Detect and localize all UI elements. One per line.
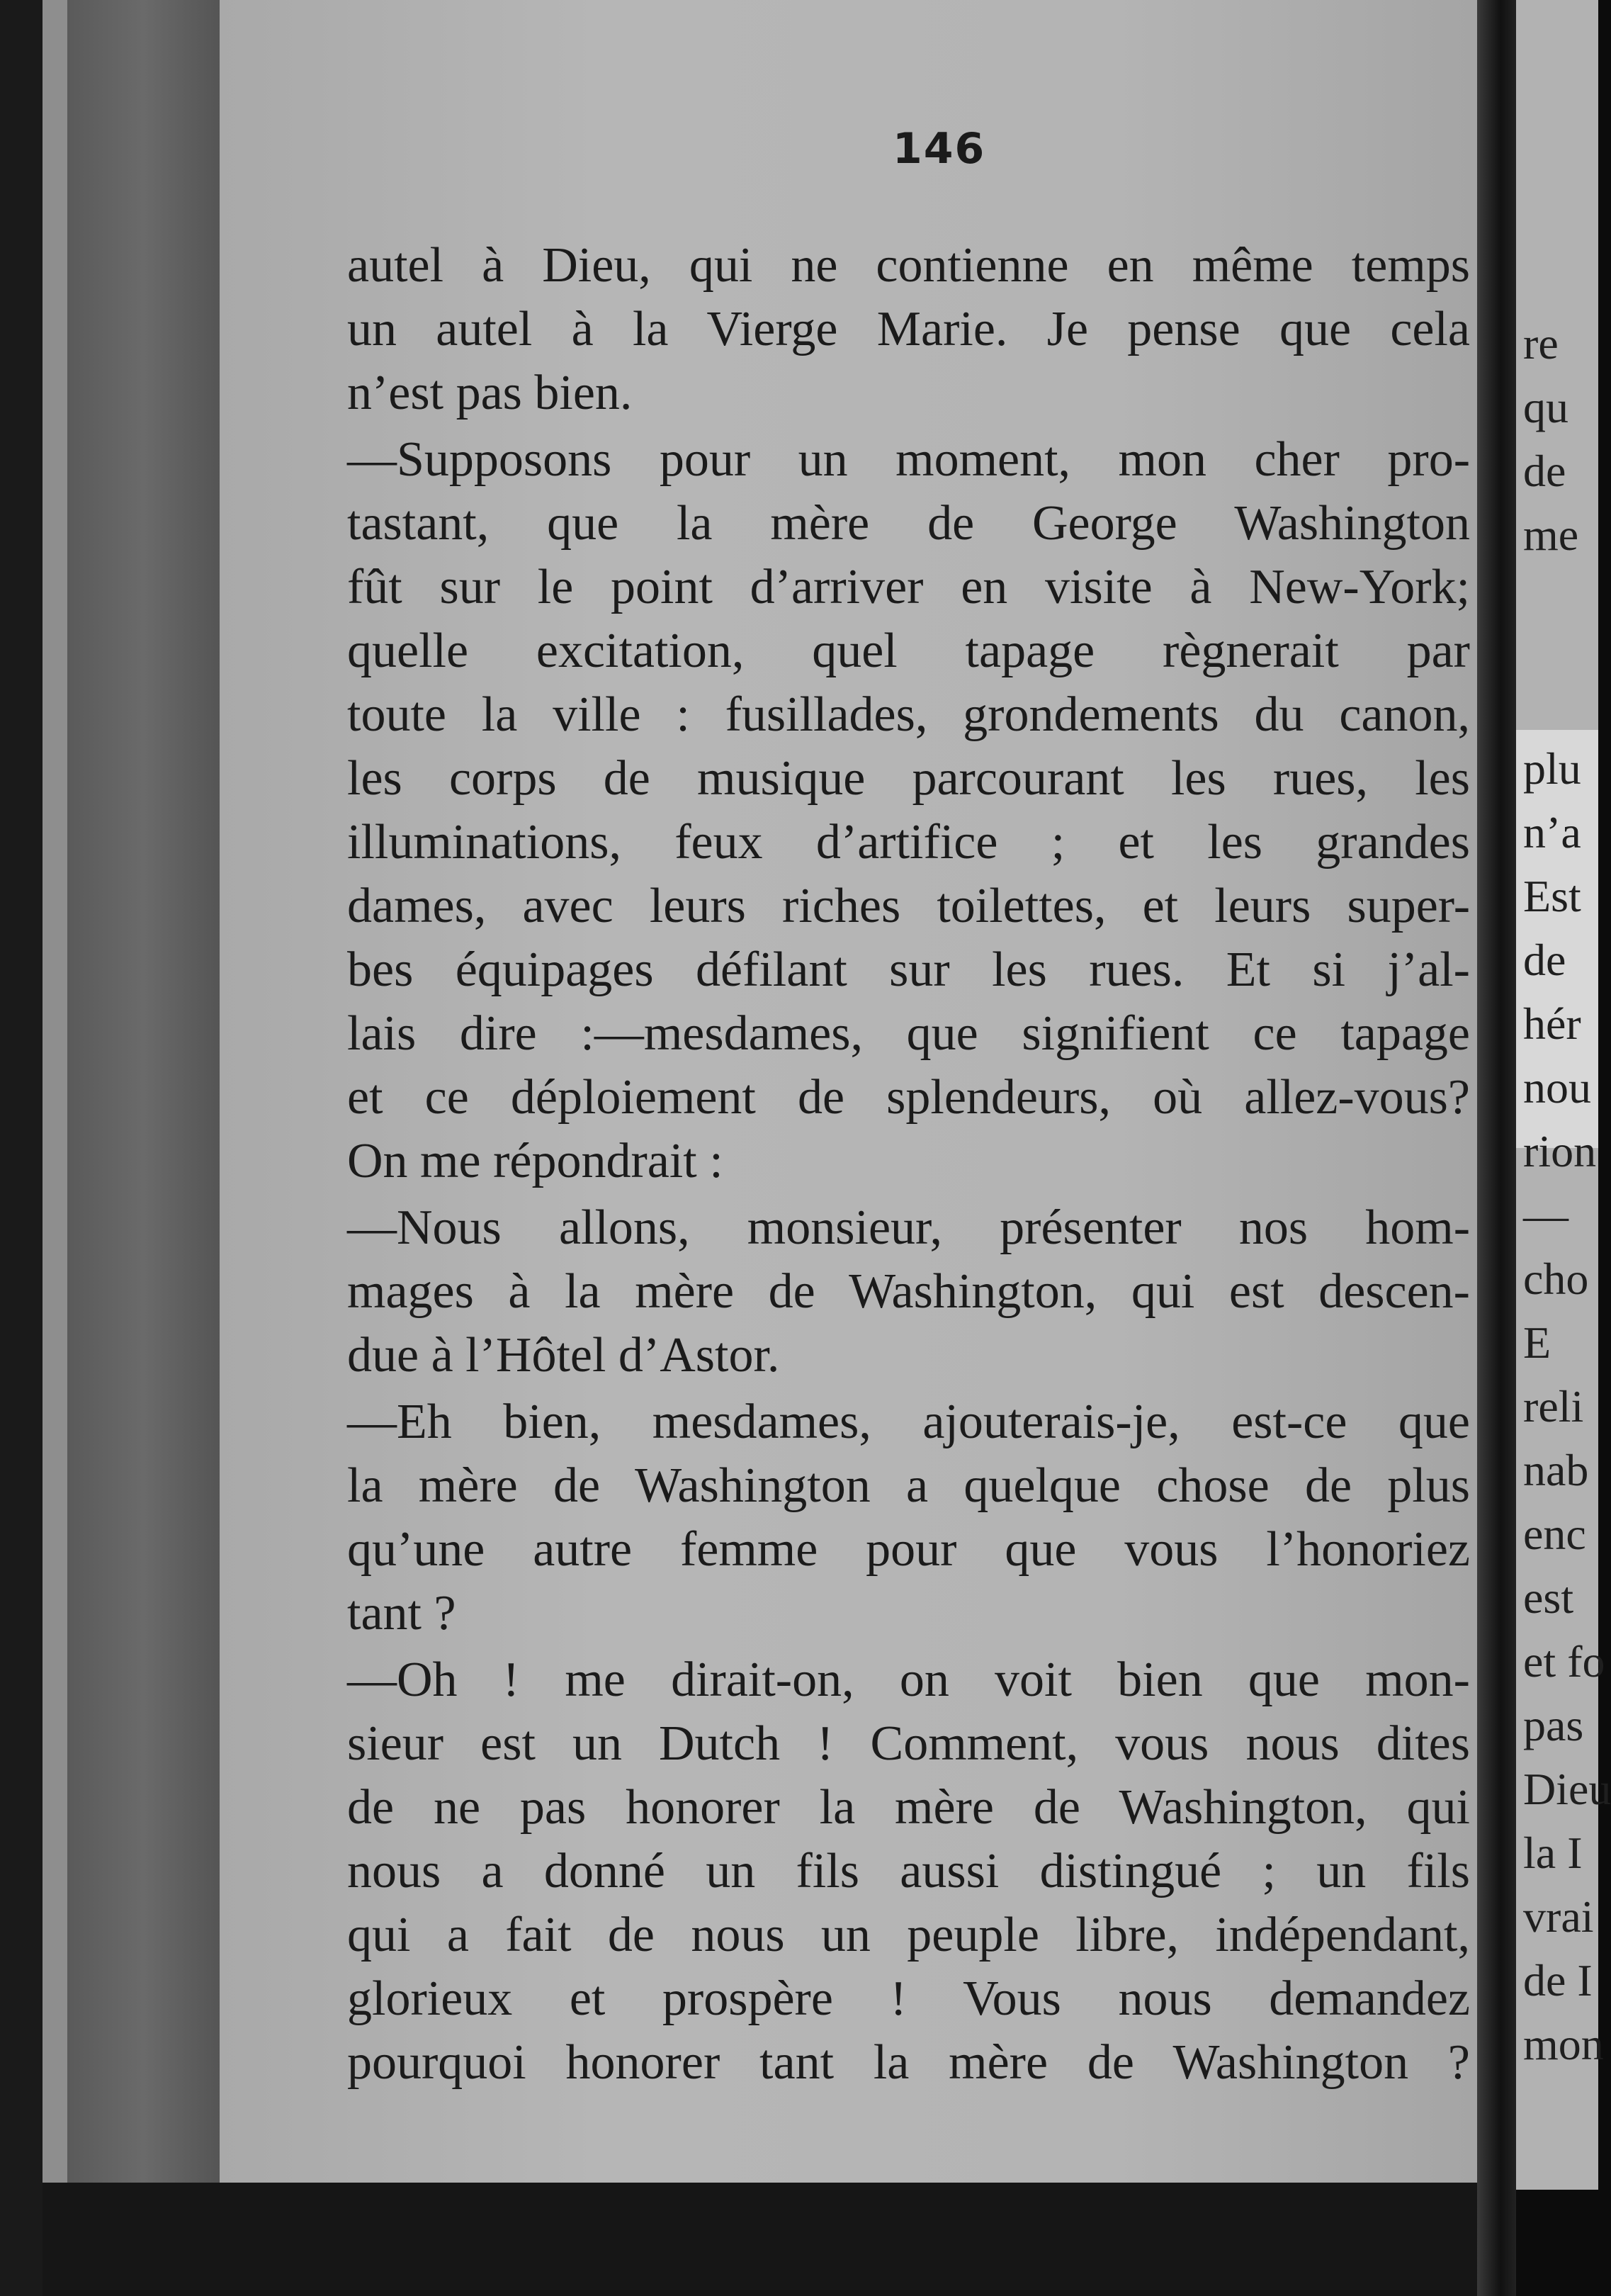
page-edge [43,0,67,2197]
next-page-fragment: est [1523,1572,1574,1623]
next-page-fragment: rion [1523,1126,1597,1176]
binding-shadow [0,0,43,2296]
next-page-fragment: et fo [1523,1636,1605,1687]
text-line: illuminations, feux d’artifice ; et les grandes [347,815,1470,870]
next-page-fragment: la I [1523,1828,1583,1878]
next-page-fragment: vrai [1523,1891,1594,1942]
next-page-fragment: pas [1523,1700,1584,1750]
text-line: —Nous allons, monsieur, présenter nos hom- [347,1200,1470,1255]
text-line: quelle excitation, quel tapage règnerait par [347,624,1470,678]
text-line: due à l’Hôtel d’Astor. [347,1328,780,1383]
text-line: de ne pas honorer la mère de Washington, qui [347,1780,1470,1835]
text-line: les corps de musique parcourant les rues, les [347,751,1470,806]
page-number: 146 [893,124,986,174]
text-line: toute la ville : fusillades, grondements du canon, [347,687,1470,742]
text-line: tastant, que la mère de George Washington [347,496,1470,551]
next-page-fragment: enc [1523,1509,1586,1559]
next-page-fragment: n’a [1523,807,1581,857]
next-page-fragment: de [1523,935,1566,985]
text-line: mages à la mère de Washington, qui est descen- [347,1264,1470,1319]
text-line: sieur est un Dutch ! Comment, vous nous dites [347,1716,1470,1771]
next-page-text [1523,312,1611,2076]
text-line: On me répondrait : [347,1134,723,1188]
text-line: nous a donné un fils aussi distingué ; un fils [347,1844,1470,1898]
text-line: glorieux et prospère ! Vous nous demandez [347,1971,1470,2026]
next-page-fragment: re [1523,318,1559,368]
next-page-fragment: nou [1523,1062,1591,1113]
binding-gutter [67,0,220,2183]
text-line: n’est pas bien. [347,366,633,420]
text-line: qui a fait de nous un peuple libre, indépendant, [347,1908,1470,1962]
text-line: lais dire :—mesdames, que signifient ce tapage [347,1006,1470,1061]
page-fold [1477,0,1516,2296]
next-page-fragment: Dieu [1523,1764,1611,1814]
next-page-fragment: plu [1523,743,1581,794]
next-page-fragment: — [1523,1190,1568,1240]
text-line: qu’une autre femme pour que vous l’honoriez [347,1522,1470,1577]
next-page-gap [1523,631,1601,737]
text-line: autel à Dieu, qui ne contienne en même temps [347,238,1470,293]
next-page-fragment: Est [1523,871,1581,921]
next-page-fragment: cho [1523,1254,1589,1304]
text-line: tant ? [347,1586,456,1641]
text-line: bes équipages défilant sur les rues. Et si j’al- [347,942,1470,997]
text-line: —Oh ! me dirait-on, on voit bien que mon- [347,1653,1470,1707]
next-page-fragment: de [1523,446,1566,496]
text-line: —Supposons pour un moment, mon cher pro- [347,432,1470,487]
text-line: un autel à la Vierge Marie. Je pense que cela [347,302,1470,356]
text-line: pourquoi honorer tant la mère de Washington ? [347,2035,1470,2090]
next-page-fragment: qu [1523,382,1568,432]
next-page-fragment: E [1523,1317,1551,1368]
next-page-fragment: me [1523,510,1579,560]
next-page-fragment: reli [1523,1381,1584,1431]
next-page-fragment: hér [1523,998,1581,1049]
page-bottom-shadow [43,2183,1502,2296]
text-line: la mère de Washington a quelque chose de plus [347,1458,1470,1513]
text-line: fût sur le point d’arriver en visite à New-York; [347,560,1470,614]
text-line: et ce déploiement de splendeurs, où allez-vous? [347,1070,1470,1125]
text-line: dames, avec leurs riches toilettes, et leurs super- [347,879,1470,933]
text-line: —Eh bien, mesdames, ajouterais-je, est-ce que [347,1395,1470,1449]
next-page-fragment: mon [1523,2019,1604,2069]
body-text [347,234,1470,2095]
next-page-fragment: nab [1523,1445,1589,1495]
next-page-fragment: de I [1523,1955,1593,2005]
